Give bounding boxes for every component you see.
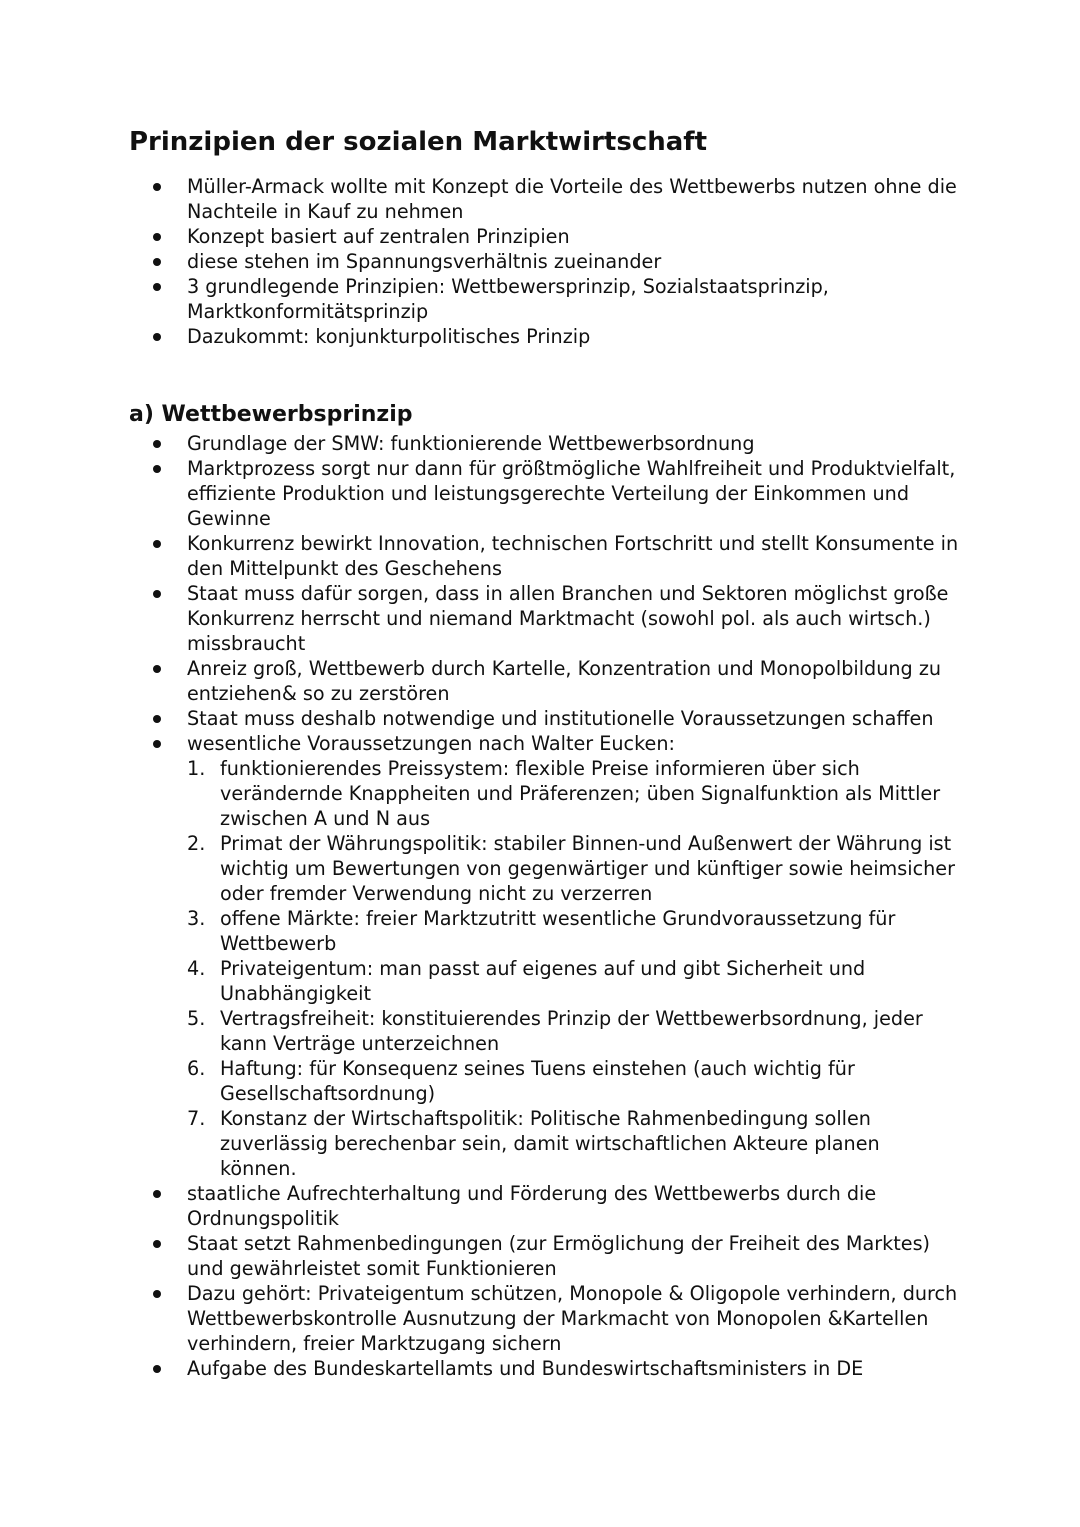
list-item: Aufgabe des Bundeskartellamts und Bundeswirtschaftsministers in DE	[0, 1356, 1080, 1381]
bullet-icon	[153, 183, 161, 191]
list-item: Konzept basiert auf zentralen Prinzipien	[0, 224, 1080, 249]
numbered-item: 6. Haftung: für Konsequenz seines Tuens einstehen (auch wichtig für Gesellschaftsordnung)	[187, 1057, 855, 1105]
numbered-item: 5. Vertragsfreiheit: konstituierendes Prinzip der Wettbewerbsordnung, jeder kann Verträge unterzeichnen	[187, 1007, 923, 1055]
bullet-icon	[153, 465, 161, 473]
numbered-item: 4. Privateigentum: man passt auf eigenes auf und gibt Sicherheit und Unabhängigkeit	[187, 957, 866, 1005]
bullet-icon	[153, 665, 161, 673]
bullet-icon	[153, 1365, 161, 1373]
bullet-icon	[153, 333, 161, 341]
list-item: Konkurrenz bewirkt Innovation, technischen Fortschritt und stellt Konsumente in den Mittelpunkt des Geschehens	[0, 531, 1080, 581]
numbered-item: 7. Konstanz der Wirtschaftspolitik: Politische Rahmenbedingung sollen zuverlässig berechenbar sein, damit wirtschaftlichen Akteure planen können.	[187, 1107, 880, 1180]
section-bullet-list	[0, 431, 1080, 1381]
numbered-item: 2. Primat der Währungspolitik: stabiler Binnen-und Außenwert der Währung ist wichtig um Bewertungen von gegenwärtiger und künftiger sowie heimsicher oder fremder Verwendung nicht zu verzerren	[187, 832, 955, 905]
bullet-icon	[153, 1190, 161, 1198]
numbered-list	[187, 756, 960, 1181]
bullet-icon	[153, 233, 161, 241]
list-item: staatliche Aufrechterhaltung und Förderung des Wettbewerbs durch die Ordnungspolitik	[0, 1181, 1080, 1231]
list-item: Grundlage der SMW: funktionierende Wettbewerbsordnung	[0, 431, 1080, 456]
bullet-icon	[153, 440, 161, 448]
bullet-icon	[153, 1290, 161, 1298]
bullet-icon	[153, 283, 161, 291]
list-item: Anreiz groß, Wettbewerb durch Kartelle, Konzentration und Monopolbildung zu entziehen& so zu zerstören	[0, 656, 1080, 706]
list-item: Marktprozess sorgt nur dann für größtmögliche Wahlfreiheit und Produktvielfalt, effiziente Produktion und leistungsgerechte Verteilung der Einkommen und Gewinne	[0, 456, 1080, 531]
section-heading: a) Wettbewerbsprinzip	[129, 402, 413, 427]
list-item: diese stehen im Spannungsverhältnis zueinander	[0, 249, 1080, 274]
intro-bullet-list	[0, 174, 1080, 349]
bullet-icon	[153, 1240, 161, 1248]
list-item: Dazu gehört: Privateigentum schützen, Monopole & Oligopole verhindern, durch Wettbewerbskontrolle Ausnutzung der Markmacht von Monopolen &Kartellen verhindern, freier Marktzugang sichern	[0, 1281, 1080, 1356]
list-item: Staat muss deshalb notwendige und institutionelle Voraussetzungen schaffen	[0, 706, 1080, 731]
list-item: Staat muss dafür sorgen, dass in allen Branchen und Sektoren möglichst große Konkurrenz herrscht und niemand Marktmacht (sowohl pol. als auch wirtsch.) missbraucht	[0, 581, 1080, 656]
bullet-icon	[153, 540, 161, 548]
bullet-icon	[153, 590, 161, 598]
numbered-item: 1. funktionierendes Preissystem: flexible Preise informieren über sich verändernde Knappheiten und Präferenzen; üben Signalfunktion als Mittler zwischen A und N aus	[187, 757, 941, 830]
list-item: Staat setzt Rahmenbedingungen (zur Ermöglichung der Freiheit des Marktes) und gewährleistet somit Funktionieren	[0, 1231, 1080, 1281]
list-item: wesentliche Voraussetzungen nach Walter Eucken: 1. funktionierendes Preissystem: flexible Preise informieren über sich verändernde Knappheiten und Präferenzen; üben Signalfunktion als Mittler zwischen A und N aus 2. Primat der Währungspolitik: stabiler Binnen-und Außenwert der Währung ist wichtig um Bewertungen von gegenwärtiger und künftiger sowie heimsicher oder fremder Verwendung nicht zu verzerren 3. offene Märkte: freier Marktzutritt wesentliche Grundvoraussetzung für Wettbewerb 4. Privateigentum: man passt auf eigenes auf und gibt Sicherheit und Unabhängigkeit 5. Vertragsfreiheit: konstituierendes Prinzip der Wettbewerbsordnung, jeder kann Verträge unterzeichnen 6. Haftung: für Konsequenz seines Tuens einstehen (auch wichtig für Gesellschaftsordnung) 7. Konstanz der Wirtschaftspolitik: Politische Rahmenbedingung sollen zuverlässig berechenbar sein, damit wirtschaftlichen Akteure planen können.	[0, 731, 1080, 1181]
list-item: 3 grundlegende Prinzipien: Wettbewersprinzip, Sozialstaatsprinzip, Marktkonformitätsprinzip	[0, 274, 1080, 324]
page-title: Prinzipien der sozialen Marktwirtschaft	[129, 127, 708, 157]
list-item: Dazukommt: konjunkturpolitisches Prinzip	[0, 324, 1080, 349]
bullet-icon	[153, 740, 161, 748]
bullet-icon	[153, 258, 161, 266]
numbered-item: 3. offene Märkte: freier Marktzutritt wesentliche Grundvoraussetzung für Wettbewerb	[187, 907, 896, 955]
list-item: Müller-Armack wollte mit Konzept die Vorteile des Wettbewerbs nutzen ohne die Nachteile in Kauf zu nehmen	[0, 174, 1080, 224]
bullet-icon	[153, 715, 161, 723]
